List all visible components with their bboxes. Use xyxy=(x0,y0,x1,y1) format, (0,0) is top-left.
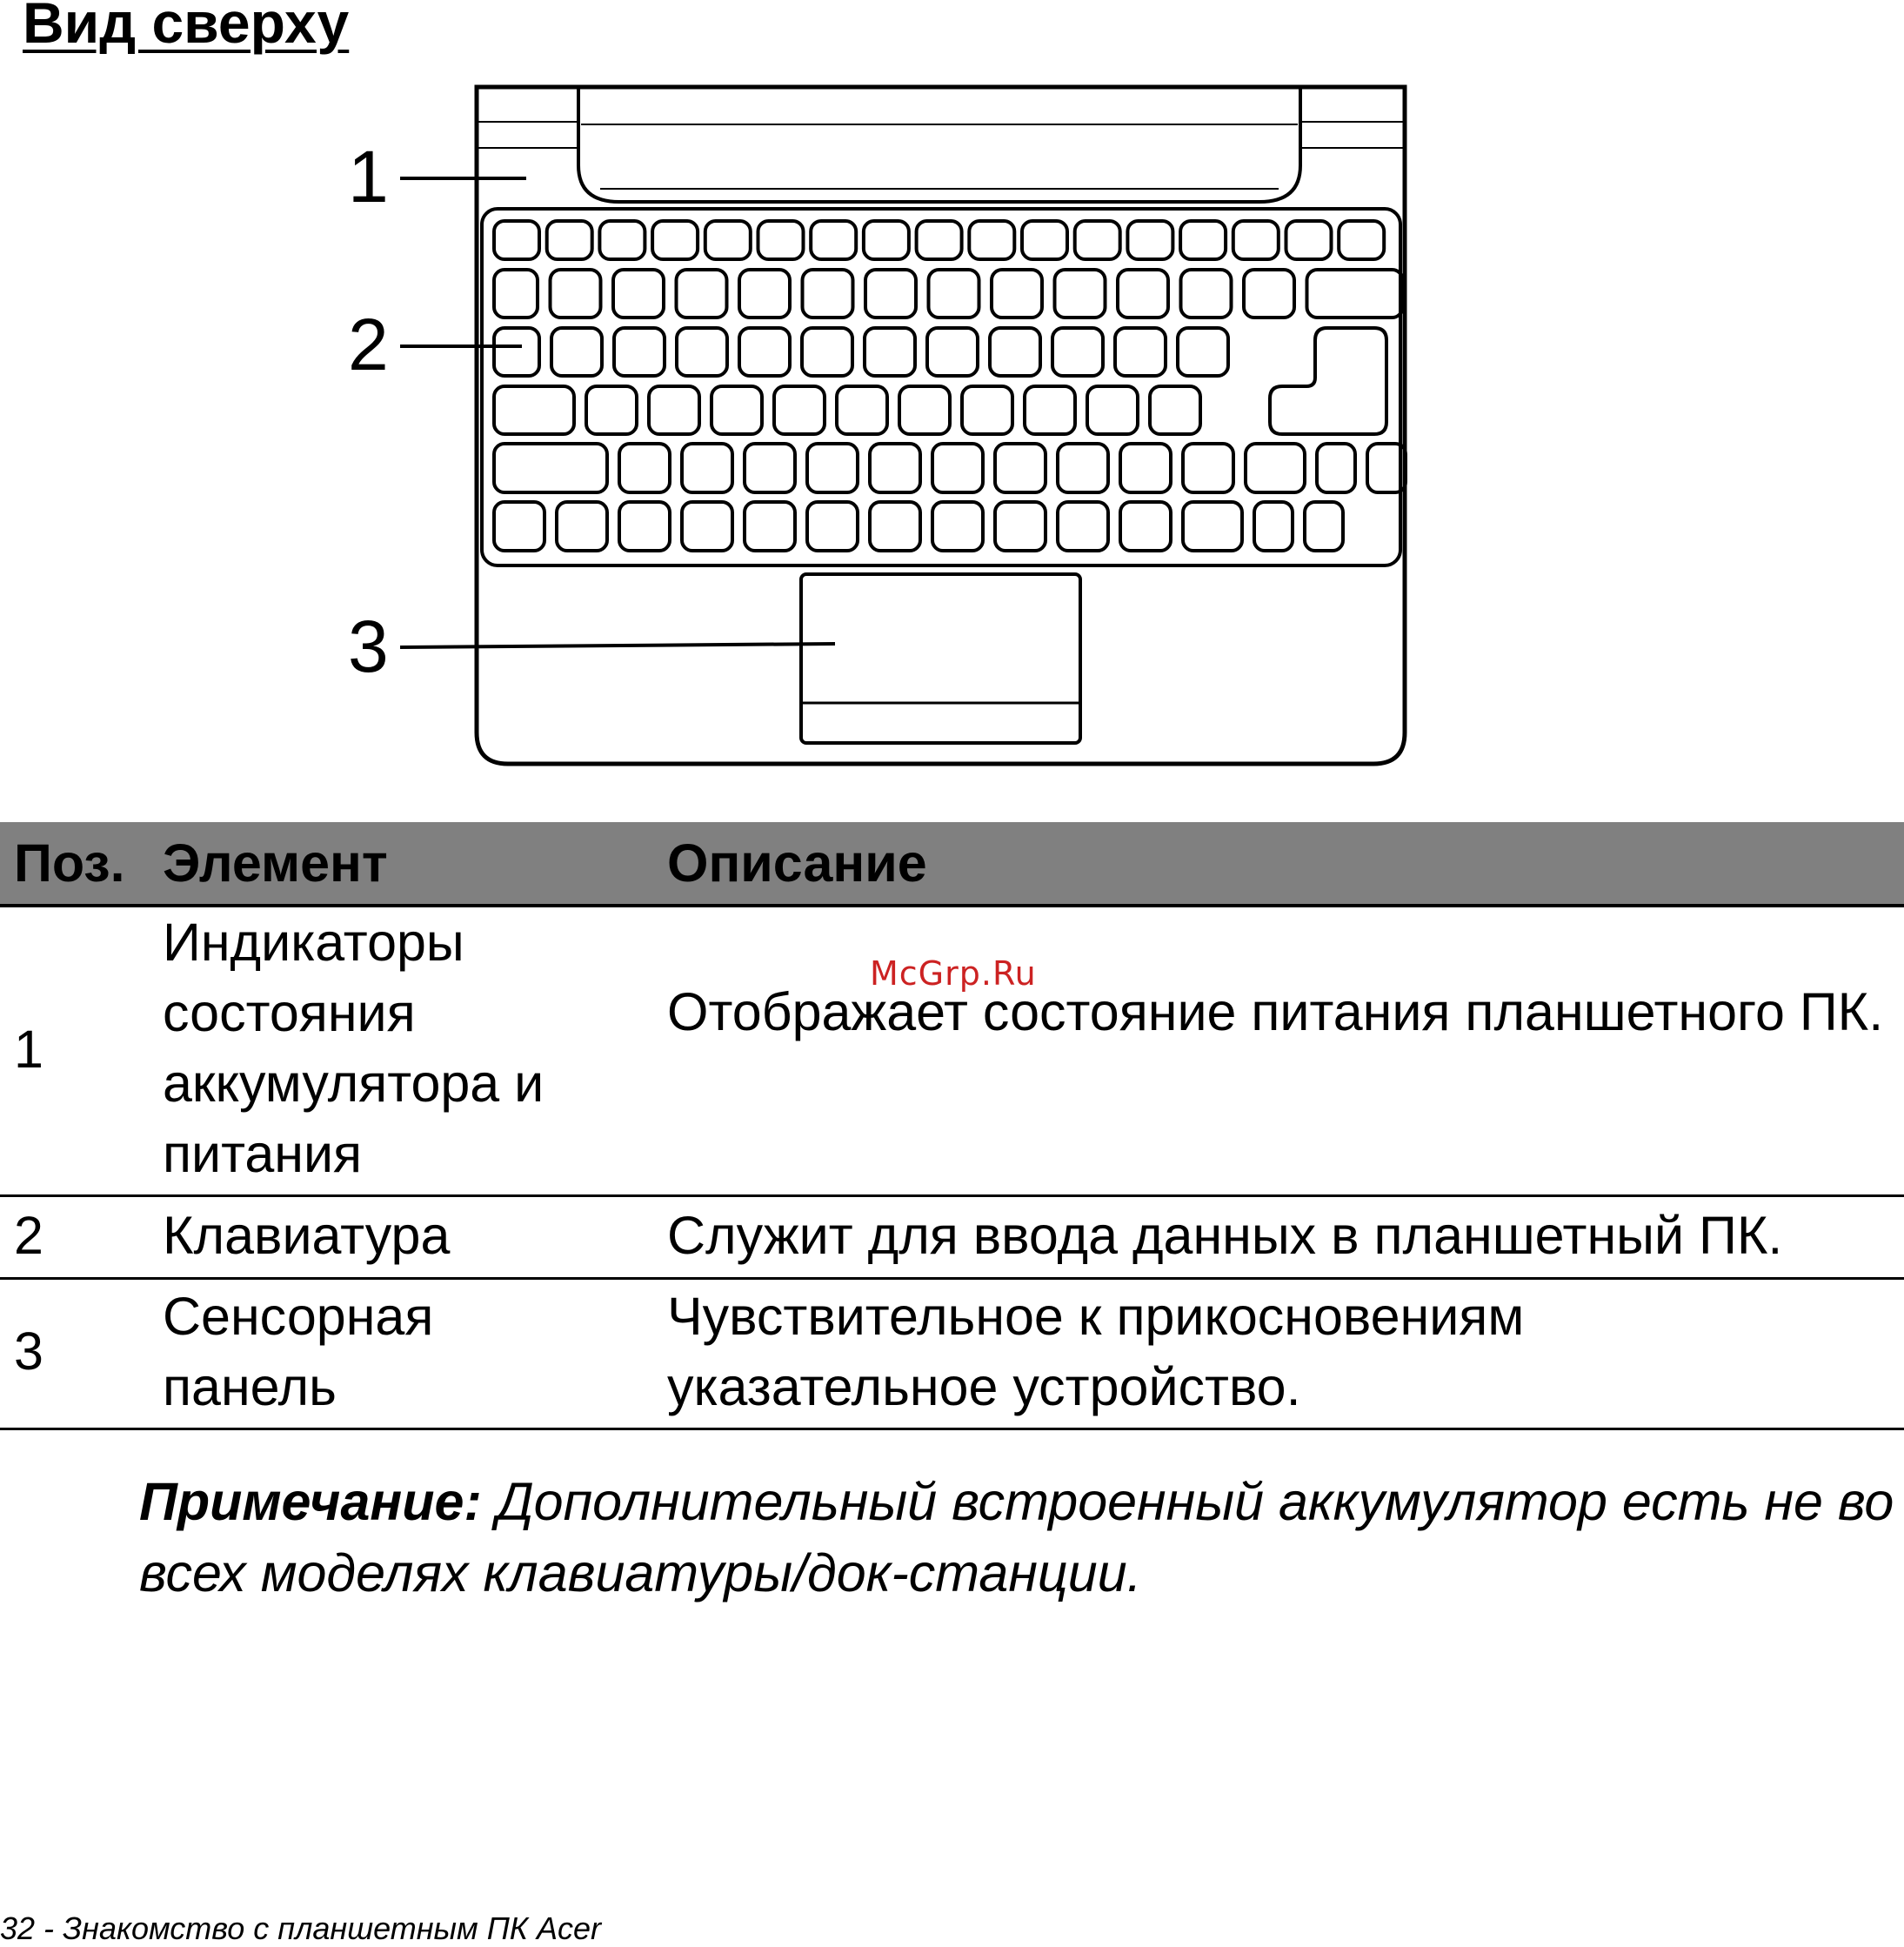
keyboard-key xyxy=(774,386,825,434)
page-footer: 32 - Знакомство с планшетным ПК Acer xyxy=(0,1910,602,1946)
keyboard-key xyxy=(551,328,602,376)
keyboard-key xyxy=(865,270,916,318)
keyboard-key xyxy=(739,328,790,376)
hinge xyxy=(578,89,1300,202)
keyboard-key xyxy=(1307,270,1403,318)
keyboard-key xyxy=(494,221,539,259)
table-row xyxy=(0,907,1904,1197)
row-element: Клавиатура xyxy=(163,1206,451,1265)
table-header xyxy=(0,822,1904,907)
keyboard-key xyxy=(619,444,670,492)
keyboard-key xyxy=(927,328,978,376)
keyboard-key xyxy=(705,221,751,259)
note-label: Примечание: xyxy=(139,1472,482,1531)
keyboard-key xyxy=(758,221,804,259)
keyboard-key xyxy=(614,328,665,376)
page-heading: Вид сверху xyxy=(23,0,350,55)
keyboard-key xyxy=(899,386,950,434)
keyboard-key xyxy=(932,444,983,492)
keyboard-key xyxy=(1075,221,1120,259)
keyboard-key xyxy=(864,221,909,259)
keyboard-key xyxy=(802,328,852,376)
keyboard-key xyxy=(745,444,795,492)
keyboard-key xyxy=(494,444,607,492)
keyboard-key xyxy=(494,270,538,318)
keyboard-key xyxy=(1022,221,1067,259)
keyboard-key xyxy=(1178,328,1228,376)
keyboard-dock-top-view-illustration xyxy=(0,0,1904,783)
keyboard-key xyxy=(1180,221,1226,259)
watermark: McGrp.Ru xyxy=(870,954,1037,993)
row-pos: 2 xyxy=(14,1206,43,1265)
keyboard-key xyxy=(1120,502,1171,551)
keyboard-key xyxy=(1183,502,1242,551)
keyboard-key xyxy=(745,502,795,551)
row-description: Отображает состояние питания планшетного ПК. xyxy=(667,982,1884,1041)
keyboard-key xyxy=(599,221,645,259)
keyboard-key xyxy=(547,221,592,259)
keyboard-key xyxy=(1183,444,1233,492)
keyboard-key xyxy=(1115,328,1166,376)
keyboard-key xyxy=(803,270,853,318)
keyboard-key xyxy=(682,502,732,551)
keyboard-key xyxy=(995,502,1046,551)
keyboard-key xyxy=(586,386,637,434)
keyboard-key xyxy=(1233,221,1279,259)
keyboard-key xyxy=(1118,270,1168,318)
keyboard-key xyxy=(1254,502,1293,551)
header-element: Элемент xyxy=(163,833,388,893)
keyboard-key xyxy=(837,386,887,434)
enter-key xyxy=(1270,328,1386,434)
keyboard-key xyxy=(613,270,664,318)
keyboard-key xyxy=(557,502,607,551)
keyboard-key xyxy=(1052,328,1103,376)
keyboard-key xyxy=(1120,444,1171,492)
keyboard-key xyxy=(711,386,762,434)
keyboard-key xyxy=(1058,444,1108,492)
keyboard-key xyxy=(992,270,1042,318)
keyboard-key xyxy=(1305,502,1343,551)
keyboard-key xyxy=(1087,386,1138,434)
keyboard-key xyxy=(619,502,670,551)
touchpad xyxy=(801,574,1080,743)
keyboard-key xyxy=(1244,270,1294,318)
table-row xyxy=(0,1280,1904,1430)
keyboard-key xyxy=(962,386,1012,434)
callout-1: 1 xyxy=(348,136,389,217)
keyboard-key xyxy=(990,328,1040,376)
keyboard-key xyxy=(1150,386,1200,434)
keyboard-key xyxy=(807,444,858,492)
keyboard-key xyxy=(969,221,1014,259)
callout-2: 2 xyxy=(348,304,389,385)
keyboard-key xyxy=(1058,502,1108,551)
row-description: Служит для ввода данных в планшетный ПК. xyxy=(667,1206,1783,1265)
row-element: Индикаторы состояния аккумулятора и питания xyxy=(163,913,544,1183)
keyboard-key xyxy=(1127,221,1172,259)
keyboard-key xyxy=(929,270,979,318)
keyboard-key xyxy=(917,221,962,259)
keyboard-key xyxy=(807,502,858,551)
row-element: Сенсорная панель xyxy=(163,1287,434,1416)
keyboard-key xyxy=(995,444,1046,492)
keyboard-key xyxy=(652,221,698,259)
keyboard-key xyxy=(1055,270,1106,318)
keyboard-key xyxy=(1246,444,1305,492)
keyboard-key xyxy=(649,386,699,434)
keyboard-key xyxy=(1339,221,1384,259)
row-description: Чувствительное к прикосновениям указательное устройство. xyxy=(667,1287,1525,1416)
keyboard-key xyxy=(494,502,544,551)
header-pos: Поз. xyxy=(14,833,125,893)
keyboard-key xyxy=(682,444,732,492)
table-row xyxy=(0,1197,1904,1280)
keyboard-key xyxy=(494,386,574,434)
keyboard-key xyxy=(739,270,790,318)
row-pos: 1 xyxy=(14,1020,43,1079)
keyboard-key xyxy=(865,328,915,376)
row-pos: 3 xyxy=(14,1321,43,1381)
keyboard-key xyxy=(494,328,539,376)
keyboard-key xyxy=(870,444,920,492)
keyboard-key xyxy=(1286,221,1332,259)
keyboard-key xyxy=(1317,444,1355,492)
keyboard-key xyxy=(1181,270,1232,318)
keyboard-key xyxy=(677,270,727,318)
keyboard-key xyxy=(870,502,920,551)
keyboard-key xyxy=(811,221,856,259)
note xyxy=(139,1466,1896,1609)
keyboard-key xyxy=(677,328,727,376)
keyboard-key xyxy=(551,270,601,318)
components-table xyxy=(0,822,1904,1430)
keyboard-key xyxy=(932,502,983,551)
header-description: Описание xyxy=(667,833,927,893)
note-text: Дополнительный встроенный аккумулятор есть не во всех моделях клавиатуры/док-станции. xyxy=(139,1472,1894,1602)
callout-3: 3 xyxy=(348,606,389,687)
keyboard-keys xyxy=(494,221,1406,551)
keyboard-key xyxy=(1025,386,1075,434)
